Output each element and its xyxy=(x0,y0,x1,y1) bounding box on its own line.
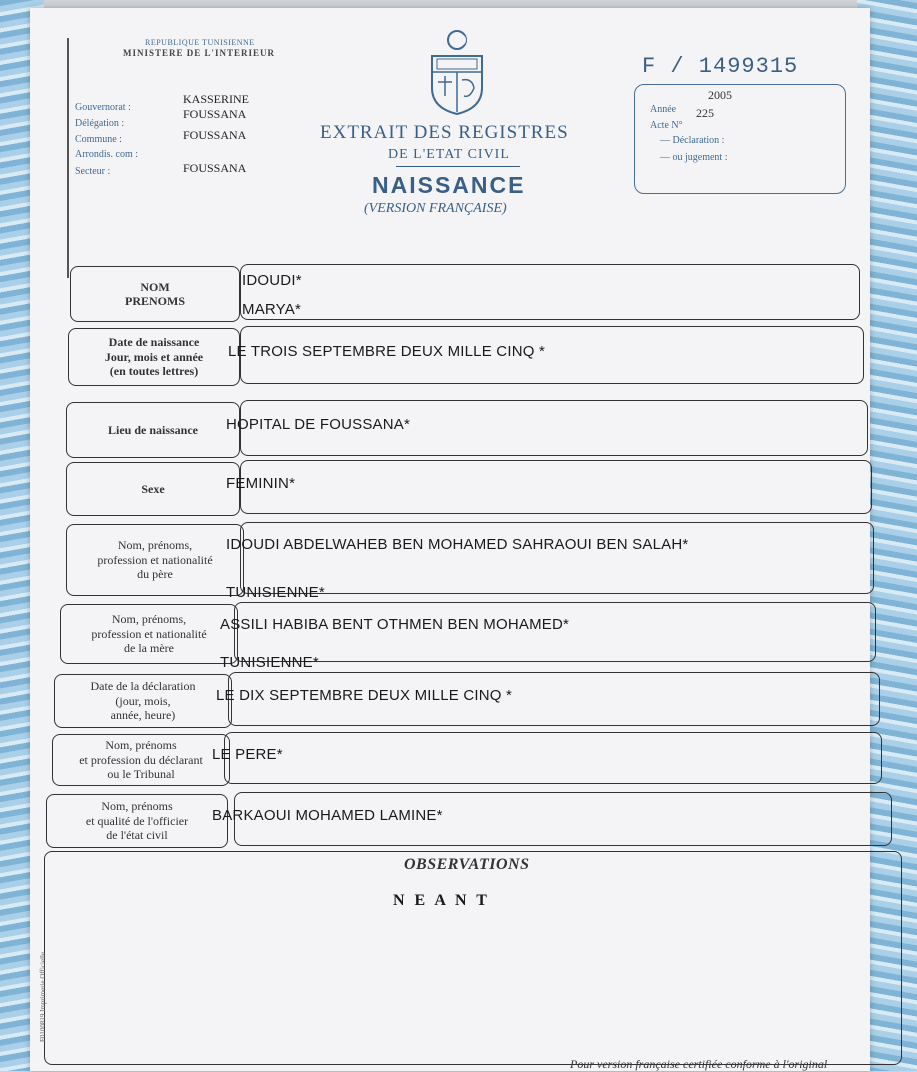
secteur-value: FOUSSANA xyxy=(183,161,247,175)
coat-of-arms-emblem xyxy=(422,26,492,118)
title-underline xyxy=(396,166,520,167)
republic-text: REPUBLIQUE TUNISIENNE xyxy=(145,38,255,47)
field-label: Nom, prénoms, profession et nationalité de la mère xyxy=(91,612,207,656)
acte-value: 225 xyxy=(696,106,714,120)
field-value: IDOUDI* xyxy=(242,272,302,289)
field-value: IDOUDI ABDELWAHEB BEN MOHAMED SAHRAOUI BEN SALAH* xyxy=(226,536,689,553)
field-value: LE DIX SEPTEMBRE DEUX MILLE CINQ * xyxy=(216,687,513,704)
field-value-secondary: TUNISIENNE* xyxy=(226,584,325,601)
field-label-box xyxy=(66,402,240,458)
declaration-label: — Déclaration : xyxy=(660,135,725,146)
field-label-box xyxy=(66,462,240,516)
field-value: HOPITAL DE FOUSSANA* xyxy=(226,416,411,433)
field-label: Nom, prénoms, profession et nationalité du père xyxy=(97,538,213,582)
field-value-box xyxy=(224,732,882,784)
field-label-box xyxy=(60,604,238,664)
field-value: LE TROIS SEPTEMBRE DEUX MILLE CINQ * xyxy=(228,343,545,360)
arrondis-label: Arrondis. com : xyxy=(75,149,139,160)
field-label: NOM PRENOMS xyxy=(125,279,185,308)
field-label-box xyxy=(68,328,240,386)
naissance-title: NAISSANCE xyxy=(372,172,526,198)
field-value-box xyxy=(240,264,860,320)
jugement-label: — ou jugement : xyxy=(660,152,728,163)
field-label-box xyxy=(54,674,232,728)
printer-imprint: F0100819 Imprimerie Officielle xyxy=(39,951,47,1042)
field-value: LE PERE* xyxy=(212,746,283,763)
commune-label: Commune : xyxy=(75,134,122,145)
gouvernorat-value: KASSERINE xyxy=(183,92,250,106)
commune-value: FOUSSANA xyxy=(183,128,247,142)
field-value-secondary: MARYA* xyxy=(242,301,301,318)
field-value-box xyxy=(240,522,874,594)
field-value: BARKAOUI MOHAMED LAMINE* xyxy=(212,807,443,824)
header-vertical-rule xyxy=(67,38,69,278)
document-title: EXTRAIT DES REGISTRES xyxy=(320,122,569,143)
field-label-box xyxy=(70,266,240,322)
field-label: Nom, prénoms et profession du déclarant ou le Tribunal xyxy=(79,738,203,782)
delegation-value: FOUSSANA xyxy=(183,107,247,121)
serial-number: F / 1499315 xyxy=(642,54,799,79)
gouvernorat-label: Gouvernorat : xyxy=(75,102,131,113)
acte-label: Acte N° xyxy=(650,120,683,131)
observations-value: N E A N T xyxy=(393,892,490,909)
field-value-secondary: TUNISIENNE* xyxy=(220,654,319,671)
document-subtitle: DE L'ETAT CIVIL xyxy=(388,147,510,162)
field-label-box xyxy=(52,734,230,786)
field-label: Date de naissance Jour, mois et année (en toutes lettres) xyxy=(104,335,204,379)
annee-label: Année xyxy=(650,104,677,115)
delegation-label: Délégation : xyxy=(75,118,125,129)
birth-certificate-document xyxy=(30,8,870,1071)
secteur-label: Secteur : xyxy=(75,166,111,177)
field-label: Nom, prénoms et qualité de l'officier de l'état civil xyxy=(85,799,189,843)
annee-value: 2005 xyxy=(708,88,732,102)
field-label: Sexe xyxy=(141,481,165,496)
observations-title: OBSERVATIONS xyxy=(404,856,530,873)
version-francaise-label: (VERSION FRANÇAISE) xyxy=(364,201,507,216)
ministry-text: MINISTERE DE L'INTERIEUR xyxy=(123,48,276,58)
field-value-box xyxy=(240,460,872,514)
observations-box xyxy=(44,851,902,1065)
certification-footer: Pour version française certifiée conforme à l'original xyxy=(570,1057,828,1071)
field-label-box xyxy=(66,524,244,596)
field-label: Date de la déclaration (jour, mois, année, heure) xyxy=(90,679,196,723)
field-value: ASSILI HABIBA BENT OTHMEN BEN MOHAMED* xyxy=(220,616,570,633)
field-label-box xyxy=(46,794,228,848)
field-label: Lieu de naissance xyxy=(107,422,198,437)
field-value: FEMININ* xyxy=(226,475,296,492)
